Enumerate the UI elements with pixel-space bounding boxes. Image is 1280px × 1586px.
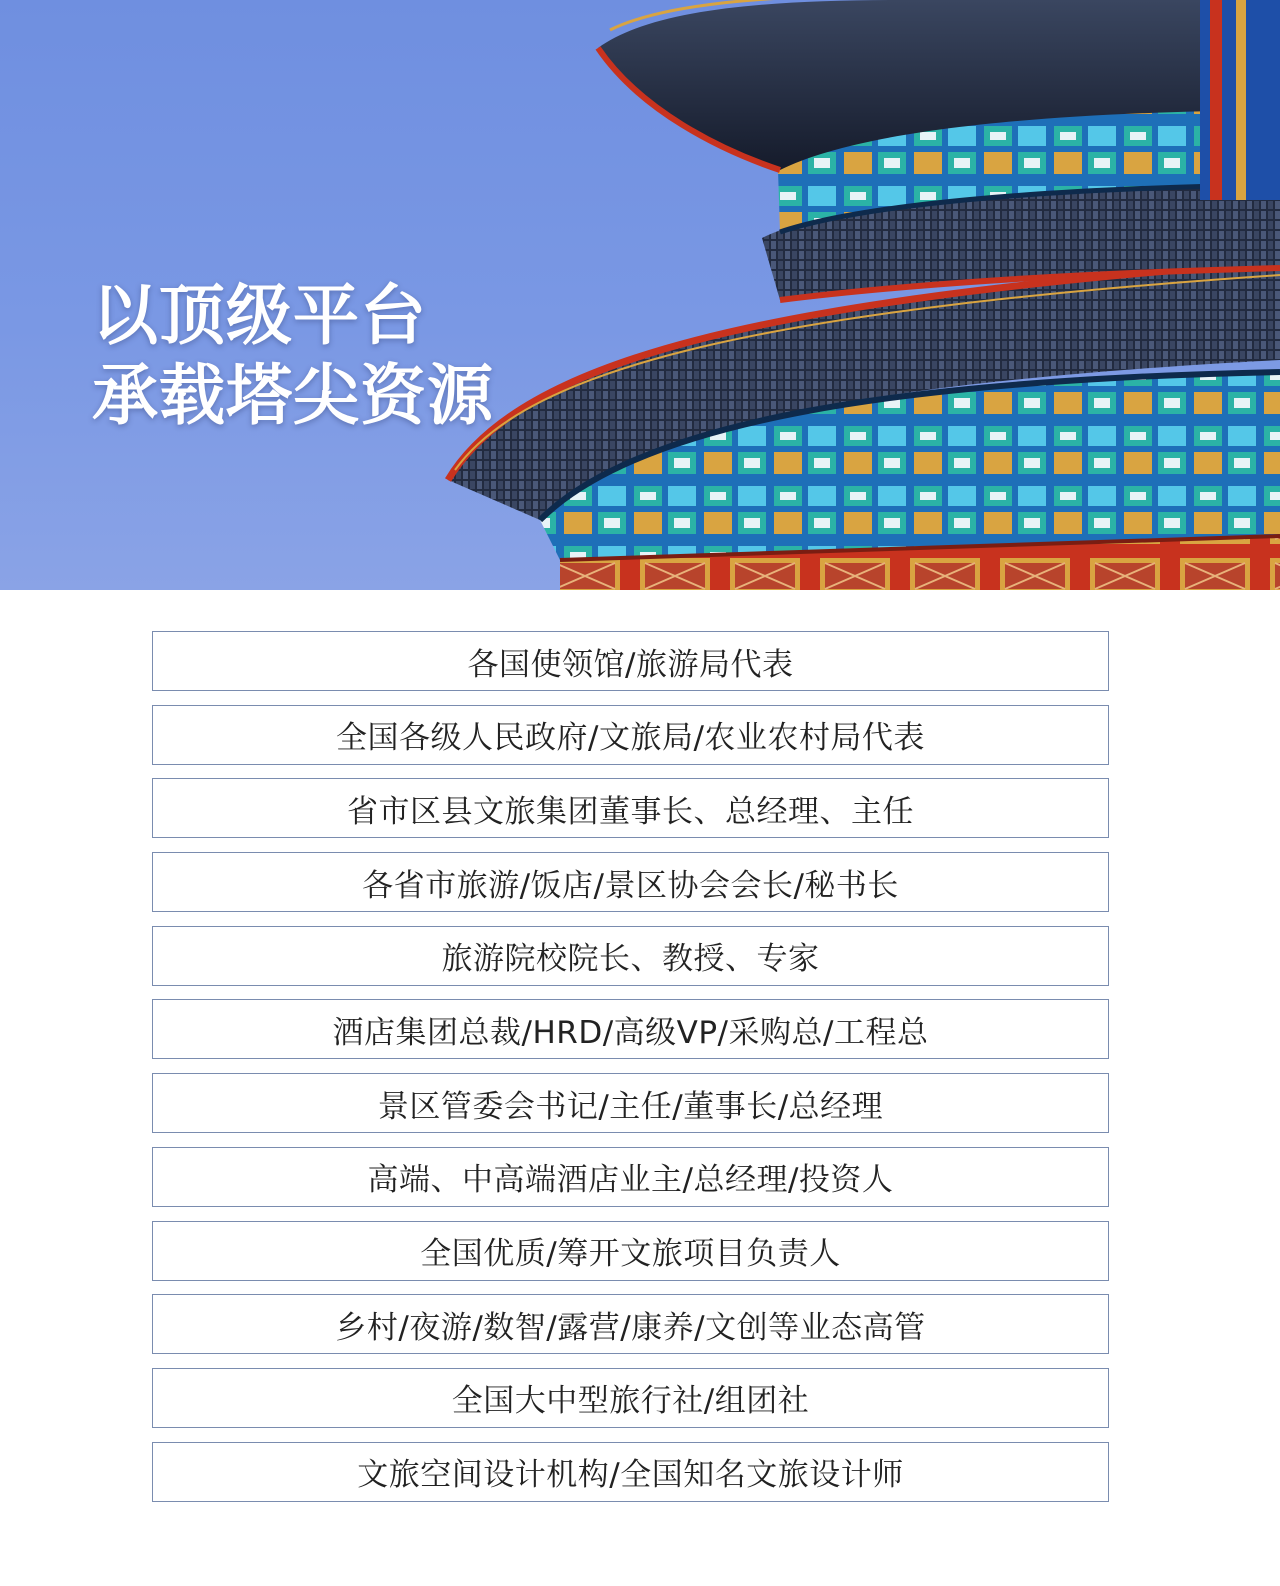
hero-headline xyxy=(92,276,494,436)
list-item: 全国优质/筹开文旅项目负责人 xyxy=(152,1221,1109,1281)
list-item: 旅游院校院长、教授、专家 xyxy=(152,926,1109,986)
list-item: 高端、中高端酒店业主/总经理/投资人 xyxy=(152,1147,1109,1207)
list-item: 乡村/夜游/数智/露营/康养/文创等业态高管 xyxy=(152,1294,1109,1354)
list-item: 全国各级人民政府/文旅局/农业农村局代表 xyxy=(152,705,1109,765)
list-item: 景区管委会书记/主任/董事长/总经理 xyxy=(152,1073,1109,1133)
hero-banner xyxy=(0,0,1280,590)
hero-headline-line2: 承载塔尖资源 xyxy=(92,357,494,434)
list-item: 文旅空间设计机构/全国知名文旅设计师 xyxy=(152,1442,1109,1502)
list-item: 各国使领馆/旅游局代表 xyxy=(152,631,1109,691)
list-item: 酒店集团总裁/HRD/高级VP/采购总/工程总 xyxy=(152,999,1109,1059)
attendee-list xyxy=(152,631,1109,1515)
hero-headline-line1: 以顶级平台 xyxy=(92,277,427,354)
list-item: 各省市旅游/饭店/景区协会会长/秘书长 xyxy=(152,852,1109,912)
list-item: 全国大中型旅行社/组团社 xyxy=(152,1368,1109,1428)
list-item: 省市区县文旅集团董事长、总经理、主任 xyxy=(152,778,1109,838)
